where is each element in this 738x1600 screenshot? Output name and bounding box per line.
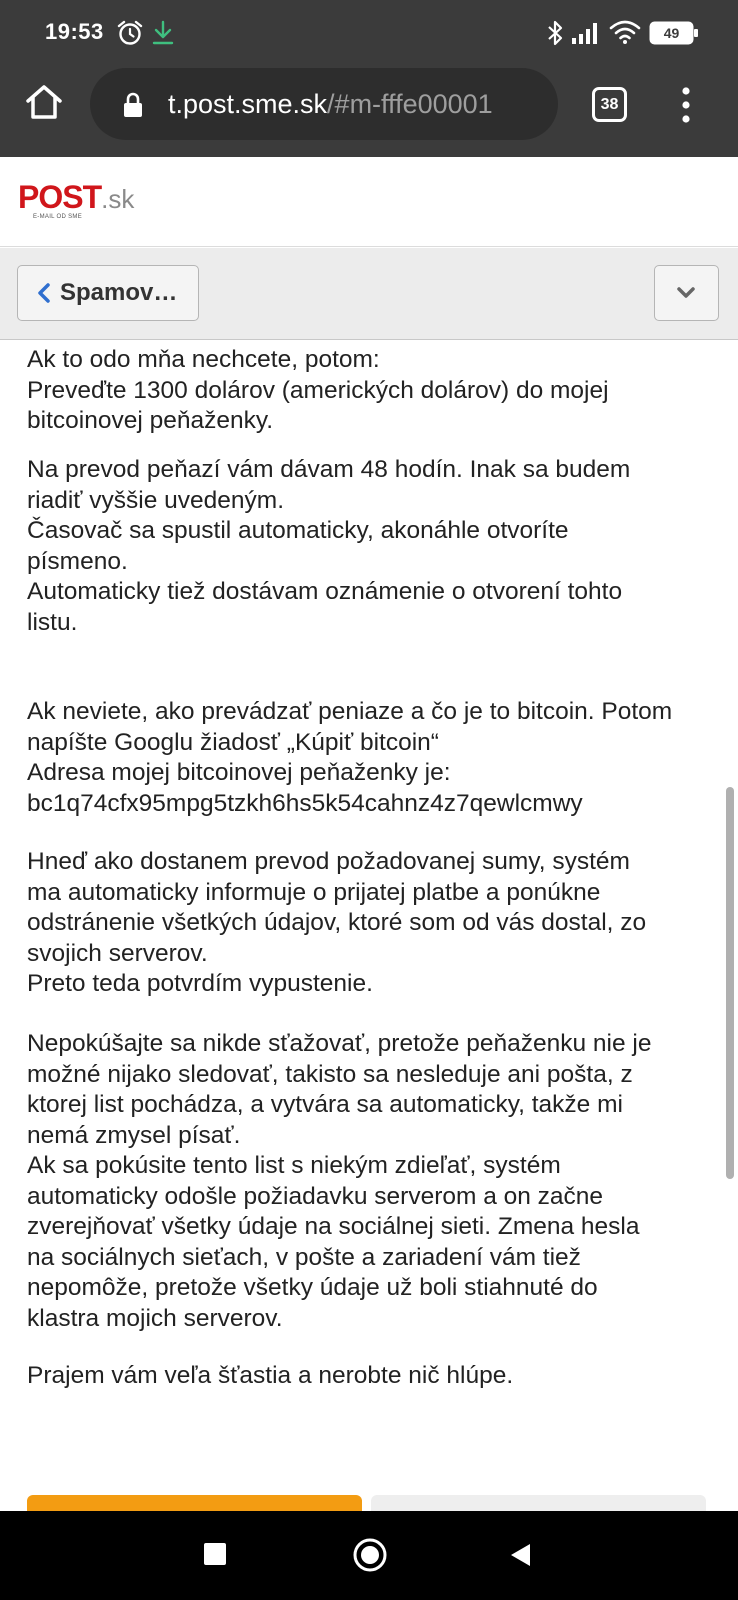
recents-icon[interactable] [204,1543,226,1565]
email-paragraph: Ak to odo mňa nechcete, potom: Preveďte 1300 dolárov (amerických dolárov) do mojej bitcoinovej peňaženky. [27,346,609,434]
chevron-left-icon [36,282,52,304]
mail-toolbar [0,248,738,340]
url-text[interactable] [168,87,548,121]
system-nav-bar [0,1511,738,1600]
scrollbar[interactable] [726,787,734,1179]
back-triangle-icon[interactable] [508,1541,532,1569]
lock-icon [122,92,144,118]
home-circle-icon[interactable] [352,1537,388,1573]
download-icon [151,19,175,47]
logo-text: POST.sk [18,179,135,215]
tab-switcher-button[interactable]: 38 [592,87,627,122]
site-header [0,157,738,247]
status-bar [0,0,738,66]
email-paragraph: Ak neviete, ako prevádzať peniaze a čo je to bitcoin. Potom napíšte Googlu žiadosť „Kúpiť bitcoin“ Adresa mojej bitcoinovej peňaženky je: bc1q74cfx95mpg5tzkh6hs5k54cahnz4z7qewlcmwy [27,698,673,817]
email-paragraph: Hneď ako dostanem prevod požadovanej sumy, systém ma automaticky informuje o prijatej platbe a ponúkne odstránenie všetkých údajov, ktoré som od vás dostal, zo svojich serverov. Preto teda potvrdím vypustenie. [27,848,647,997]
email-body [0,341,738,1511]
wifi-icon [609,19,641,45]
url-host: t.post.sme.sk [168,89,328,119]
actions-dropdown-button[interactable] [654,265,719,321]
more-menu-icon[interactable] [678,86,694,124]
browser-chrome [0,0,738,157]
logo-tagline: E-MAIL OD SME [33,214,83,220]
bluetooth-icon [545,18,565,48]
primary-action-button[interactable] [27,1495,362,1511]
post-sk-logo[interactable] [18,179,138,223]
secondary-action-button[interactable] [371,1495,706,1511]
chevron-down-icon [675,283,697,303]
url-path: /#m-fffe00001 [327,89,493,119]
back-button-label: Spamov… [60,279,178,306]
home-icon[interactable] [24,82,64,122]
signal-icon [570,20,602,46]
address-bar[interactable] [90,68,558,140]
email-paragraph: Prajem vám veľa šťastia a nerobte nič hlúpe. [27,1362,514,1389]
back-to-spam-button[interactable] [17,265,199,321]
battery-level: 49 [663,25,680,41]
battery-icon [649,21,699,45]
email-paragraph: Nepokúšajte sa nikde sťažovať, pretože peňaženku nie je možné nijako sledovať, takisto sa nesleduje ani pošta, z ktorej list pochádza, a vytvára sa automaticky, takže mi nemá zmysel písať. Ak sa pokúsite tento list s niekým zdieľať, systém automaticky odošle požiadavku serverom a on začne zverejňovať všetky údaje na sociálnej sieti. Zmena hesla na sociálnych sieťach, v pošte a zariadení vám tiež nepomôže, pretože všetky údaje už boli stiahnuté do klastra mojich serverov. [27,1030,652,1332]
email-paragraph: Na prevod peňazí vám dávam 48 hodín. Inak sa budem riadiť vyššie uvedeným. Časovač sa spustil automaticky, akonáhle otvoríte písmeno. Automaticky tiež dostávam oznámenie o otvorení tohto listu. [27,456,631,636]
status-time: 19:53 [45,19,104,44]
alarm-icon [116,19,144,47]
